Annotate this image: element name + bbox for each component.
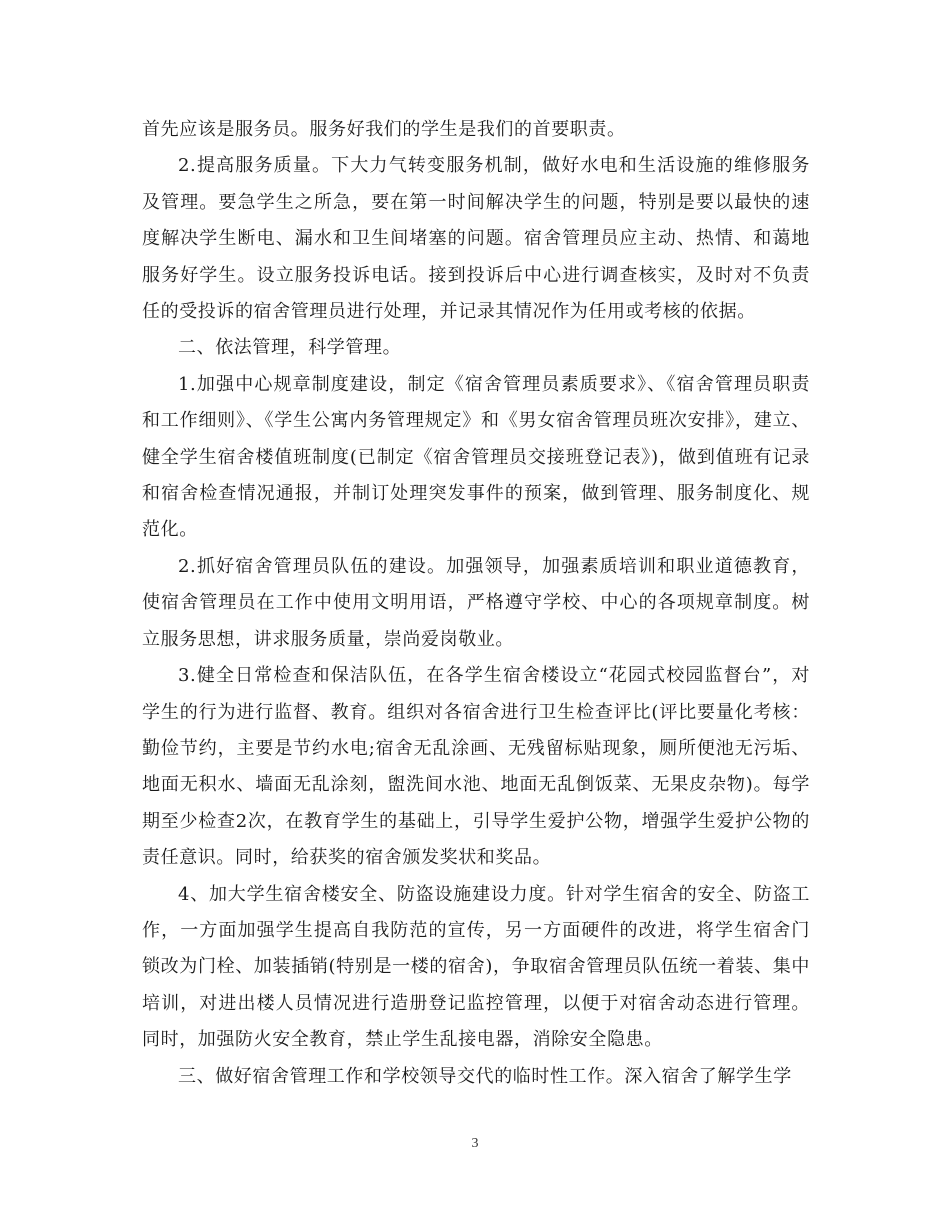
paragraph-staff-building: 2.抓好宿舍管理员队伍的建设。加强领导，加强素质培训和职业道德教育，使宿舍管理员在工作中使用文明用语，严格遵守学校、中心的各项规章制度。树立服务思想，讲求服务质量，崇尚爱岗敬业。 bbox=[142, 555, 810, 650]
paragraph-security: 4、加大学生宿舍楼安全、防盗设施建设力度。针对学生宿舍的安全、防盗工作，一方面加强学生提高自我防范的宣传，另一方面硬件的改进，将学生宿舍门锁改为门栓、加装插销(特别是一楼的宿舍)，争取宿舍管理员队伍统一着装、集中培训，对进出楼人员情况进行造册登记监控管理，以便于对宿舍动态进行管理。同时，加强防火安全教育，禁止学生乱接电器，消除安全隐患。 bbox=[142, 883, 810, 1051]
section-heading-2: 二、依法管理，科学管理。 bbox=[178, 337, 402, 359]
body-text bbox=[142, 112, 810, 1095]
section-heading-3: 三、做好宿舍管理工作和学校领导交代的临时性工作。深入宿舍了解学生学 bbox=[178, 1065, 792, 1087]
page-number: 3 bbox=[471, 1136, 479, 1151]
paragraph-regulations: 1.加强中心规章制度建设，制定《宿舍管理员素质要求》、《宿舍管理员职责和工作细则》、《学生公寓内务管理规定》和《男女宿舍管理员班次安排》，建立、健全学生宿舍楼值班制度(已制定《宿舍管理员交接班登记表》)，做到值班有记录和宿舍检查情况通报，并制订处理突发事件的预案，做到管理、服务制度化、规范化。 bbox=[142, 373, 810, 541]
paragraph-inspection: 3.健全日常检查和保洁队伍，在各学生宿舍楼设立“花园式校园监督台”，对学生的行为进行监督、教育。组织对各宿舍进行卫生检查评比(评比要量化考核：勤俭节约，主要是节约水电;宿舍无乱涂画、无残留标贴现象，厕所便池无污垢、地面无积水、墙面无乱涂刻，盥洗间水池、地面无乱倒饭菜、无果皮杂物)。每学期至少检查2次，在教育学生的基础上，引导学生爱护公物，增强学生爱护公物的责任意识。同时，给获奖的宿舍颁发奖状和奖品。 bbox=[142, 665, 810, 869]
paragraph-service-quality: 2.提高服务质量。下大力气转变服务机制，做好水电和生活设施的维修服务及管理。要急学生之所急，要在第一时间解决学生的问题，特别是要以最快的速度解决学生断电、漏水和卫生间堵塞的问题。宿舍管理员应主动、热情、和蔼地服务好学生。设立服务投诉电话。接到投诉后中心进行调查核实，及时对不负责任的受投诉的宿舍管理员进行处理，并记录其情况作为任用或考核的依据。 bbox=[142, 155, 810, 323]
paragraph-continuation: 首先应该是服务员。服务好我们的学生是我们的首要职责。 bbox=[142, 119, 626, 140]
